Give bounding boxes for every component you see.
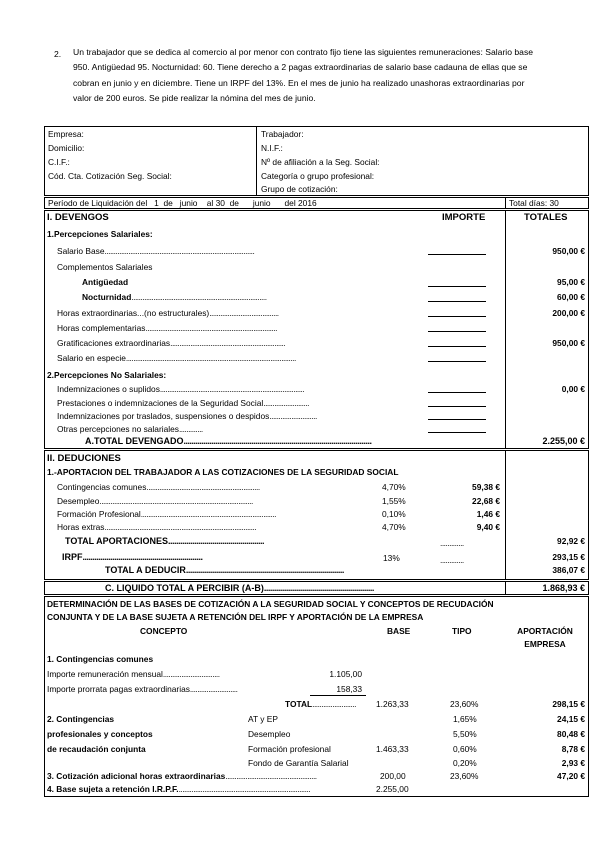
aportacion-row-value: 1,46 € <box>476 509 500 519</box>
cod-cta-label: Cód. Cta. Cotización Seg. Social: <box>48 171 172 181</box>
total-dias: Total días: 30 <box>509 198 559 208</box>
exercise-statement: Un trabajador que se dedica al comercio al por menor con contrato fijo tiene las siguientes remuneraciones: Salario base 950. Antigüedad 95. Nocturnidad: 60. Tiene derecho a 2 pagas extraordinarias de salario base cadauna de ellas que se cobran en junio y en diciembre. Tiene un IRPF del 13%. En el mes de junio ha realizado unashoras extraordinarias por valor de 200 euros. Se pide realizar la nómina del mes de junio. <box>73 47 534 104</box>
especie-label: Salario en especie............................................................................................. <box>57 353 296 363</box>
traslados-label: Indemnizaciones por traslados, suspensiones o despidos.......................... <box>57 411 317 421</box>
deducciones-title: II. DEDUCIONES <box>47 453 121 464</box>
otras-label: Otras percepciones no salariales............. <box>57 424 203 434</box>
c2-row-aport: 24,15 € <box>557 714 585 724</box>
c2-label-1: 2. Contingencias <box>47 714 115 724</box>
total-deducir-label: TOTAL A DEDUCIR............................................................................... <box>105 565 344 575</box>
gratificaciones-total: 950,00 € <box>552 338 585 348</box>
horas-comp-label: Horas complementarias........................................................................ <box>57 323 277 333</box>
c2-row-tipo: 5,50% <box>453 729 477 739</box>
aportacion-row-label: Formación Profesional.......................................................................... <box>57 509 276 519</box>
complementos-label: Complementos Salariales <box>57 262 153 272</box>
horas-extra-total: 200,00 € <box>552 308 585 318</box>
categoria-label: Categoría o grupo profesional: <box>261 171 375 181</box>
c2-row-tipo: 1,65% <box>453 714 477 724</box>
aportacion-row-label: Horas extras................................................................................... <box>57 522 257 532</box>
grupo-label: Grupo de cotización: <box>261 184 338 194</box>
empresa-label: Empresa: <box>48 129 84 139</box>
aportacion-row-label: Desempleo.................................................................................... <box>57 496 253 506</box>
total-aportaciones-label: TOTAL APORTACIONES................................................ <box>65 536 265 546</box>
nocturnidad-total: 60,00 € <box>557 292 585 302</box>
c2-label-2: profesionales y conceptos <box>47 729 153 739</box>
importe-mensual-value: 1.105,00 <box>329 669 362 679</box>
aportacion-row-pct: 1,55% <box>382 496 406 506</box>
exercise-number: 2. <box>54 49 62 59</box>
c2-row-label: Formación profesional <box>248 744 331 754</box>
nocturnidad-label: Nocturnidad.......................................................................... <box>82 292 267 302</box>
c2-row-aport: 80,48 € <box>557 729 585 739</box>
c3-aport: 47,20 € <box>557 771 585 781</box>
c2-base: 1.463,33 <box>376 744 409 754</box>
aportacion-row-label: Contingencias comunes.............................................................. <box>57 482 260 492</box>
liquido-value: 1.868,93 € <box>542 583 585 593</box>
total-cc-tipo: 23,60% <box>450 699 479 709</box>
c2-row-tipo: 0,60% <box>453 744 477 754</box>
nif-label: N.I.F.: <box>261 143 283 153</box>
irpf-value: 293,15 € <box>552 552 585 562</box>
antiguedad-total: 95,00 € <box>557 277 585 287</box>
cc-title: 1. Contingencias comunes <box>47 654 154 664</box>
domicilio-label: Domicilio: <box>48 143 85 153</box>
c2-row-tipo: 0,20% <box>453 758 477 768</box>
total-deducir-value: 386,07 € <box>552 565 585 575</box>
total-devengado-value: 2.255,00 € <box>542 436 585 446</box>
irpf-pct: 13% <box>383 553 400 563</box>
c3-tipo: 23,60% <box>450 771 479 781</box>
importe-mensual-label: Importe remuneración mensual............................... <box>47 669 220 679</box>
salariales-title: 1.Percepciones Salariales: <box>47 229 153 239</box>
total-cc-aport: 298,15 € <box>552 699 585 709</box>
aportacion-row-pct: 4,70% <box>382 482 406 492</box>
aportacion-row-pct: 4,70% <box>382 522 406 532</box>
total-cc-base: 1.263,33 <box>376 699 409 709</box>
total-devengado-label: A.TOTAL DEVENGADO.............................................................................................. <box>85 436 372 446</box>
bases-title-2: CONJUNTA Y DE LA BASE SUJETA A RETENCIÓN DEL IRPF Y APORTACIÓN DE LA EMPRESA <box>47 612 424 622</box>
no-salariales-title: 2.Percepciones No Salariales: <box>47 370 167 380</box>
col-aportacion-1: APORTACIÓN <box>517 626 573 636</box>
col-tipo: TIPO <box>452 626 472 636</box>
c2-row-label: Fondo de Garantía Salarial <box>248 758 349 768</box>
periodo-liquidacion: Período de Liquidación del 1 de junio al 30 de junio del 2016 <box>48 198 317 208</box>
indemnizaciones-total: 0,00 € <box>561 384 585 394</box>
salario-base-total: 950,00 € <box>552 246 585 256</box>
aportacion-row-pct: 0,10% <box>382 509 406 519</box>
devengos-title: I. DEVENGOS <box>47 212 109 223</box>
c2-row-label: Desempleo <box>248 729 291 739</box>
c2-label-3: de recaudación conjunta <box>47 744 146 754</box>
c2-row-aport: 8,78 € <box>561 744 585 754</box>
col-aportacion-2: EMPRESA <box>524 639 566 649</box>
col-importe: IMPORTE <box>442 212 486 223</box>
aportacion-row-value: 22,68 € <box>472 496 500 506</box>
irpf-label: IRPF............................................................ <box>62 552 203 562</box>
indemnizaciones-label: Indemnizaciones o suplidos............................................................................... <box>57 384 305 394</box>
antiguedad-label: Antigüedad <box>82 277 129 287</box>
total-aportaciones-value: 92,92 € <box>557 536 585 546</box>
aportacion-row-value: 59,38 € <box>472 482 500 492</box>
col-totales: TOTALES <box>524 212 568 223</box>
total-cc-label: TOTAL........................ <box>285 699 356 709</box>
trabajador-label: Trabajador: <box>261 129 304 139</box>
c4-label: 4. Base sujeta a retención I.R.P.F......................................................................... <box>47 784 311 794</box>
c2-row-label: AT y EP <box>248 714 278 724</box>
c3-label: 3. Cotización adicional horas extraordinarias.................................................. <box>47 771 317 781</box>
salario-base-label: Salario Base.................................................................................. <box>57 246 255 256</box>
bases-title-1: DETERMINACIÓN DE LAS BASES DE COTIZACIÓN A LA SEGURIDAD SOCIAL Y CONCEPTOS DE RECUDACIÓN <box>47 599 494 609</box>
horas-extra-label: Horas extraordinarias...(no estructurales)...................................... <box>57 308 279 318</box>
liquido-label: C. LIQUIDO TOTAL A PERCIBIR (A-B)....................................................... <box>105 583 374 593</box>
aportacion-title: 1.-APORTACION DEL TRABAJADOR A LAS COTIZACIONES DE LA SEGURIDAD SOCIAL <box>47 467 399 477</box>
aportacion-row-value: 9,40 € <box>476 522 500 532</box>
cif-label: C.I.F.: <box>48 157 70 167</box>
gratificaciones-label: Gratificaciones extraordinarias............................................................... <box>57 338 286 348</box>
prorrata-value: 158,33 <box>336 684 362 694</box>
c2-row-aport: 2,93 € <box>561 758 585 768</box>
c3-base: 200,00 <box>380 771 406 781</box>
col-base: BASE <box>387 626 411 636</box>
afiliacion-label: Nº de afiliación a la Seg. Social: <box>261 157 380 167</box>
col-concepto: CONCEPTO <box>140 626 188 636</box>
c4-base: 2.255,00 <box>376 784 409 794</box>
prestaciones-label: Prestaciones o indemnizaciones de la Seguridad Social......................... <box>57 398 309 408</box>
prorrata-label: Importe prorrata pagas extraordinarias.......................... <box>47 684 238 694</box>
